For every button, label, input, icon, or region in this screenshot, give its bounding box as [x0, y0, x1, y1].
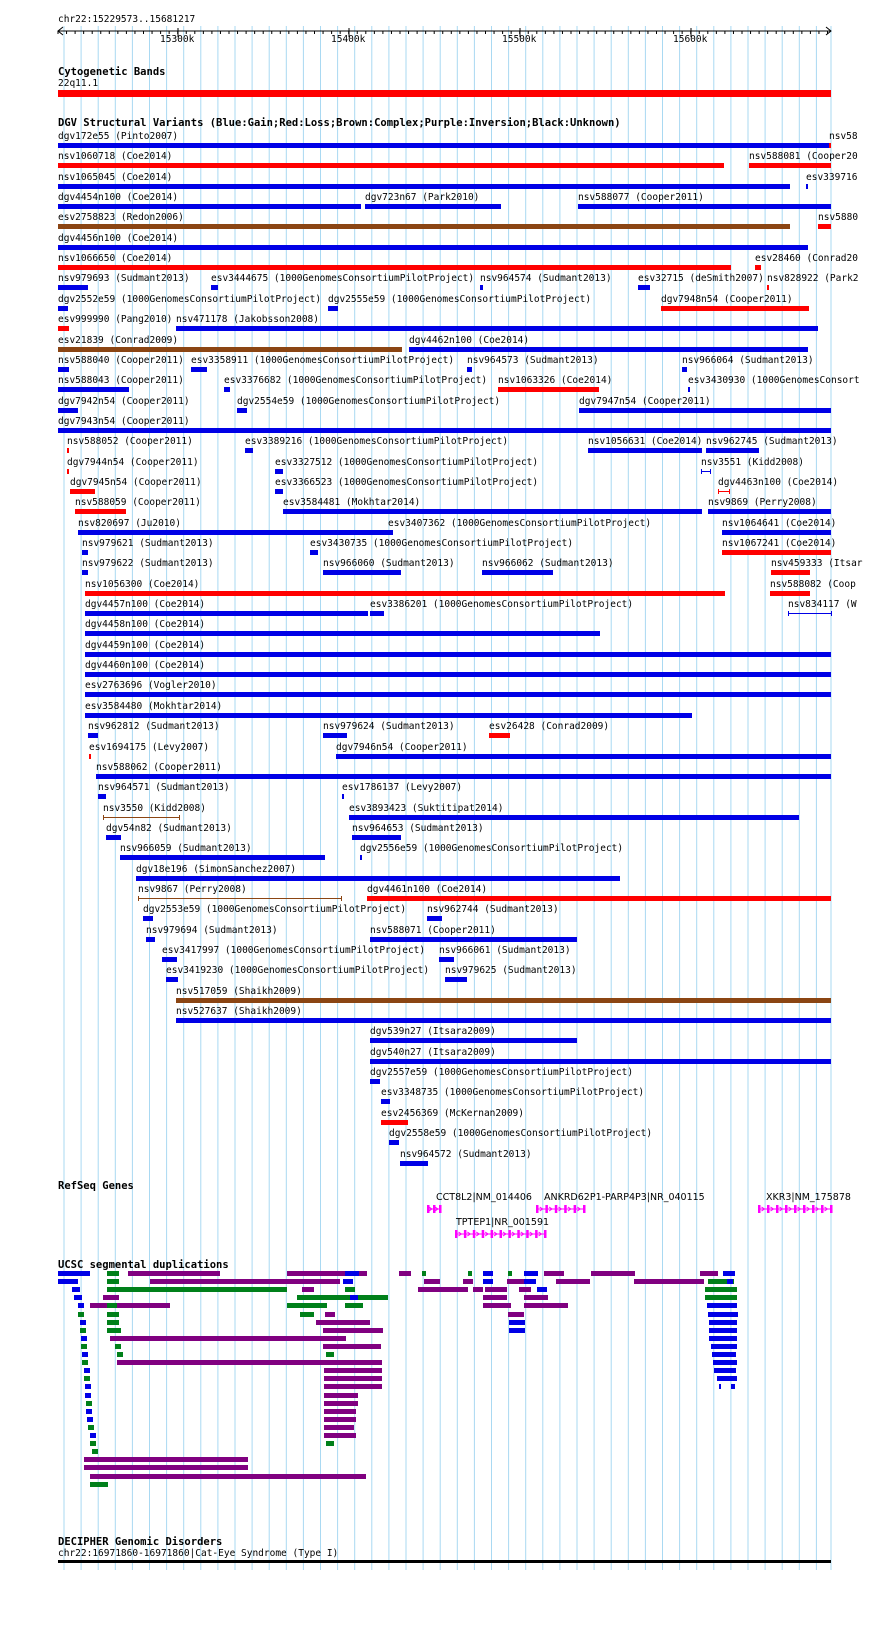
- gene-exon: [583, 1205, 586, 1213]
- dgv-feature-label: dgv2557e59 (1000GenomesConsortiumPilotProject): [370, 1067, 634, 1079]
- segdup-feature[interactable]: [343, 1279, 353, 1284]
- dgv-feature-label: dgv4463n100 (Coe2014): [718, 476, 839, 488]
- segdup-feature[interactable]: [103, 1295, 119, 1300]
- segdup-feature[interactable]: [709, 1320, 737, 1325]
- segdup-feature[interactable]: [85, 1384, 91, 1389]
- gene-exon: [544, 1230, 547, 1238]
- dgv-feature-label: nsv964574 (Sudmant2013): [480, 273, 612, 285]
- segdup-feature[interactable]: [107, 1279, 119, 1284]
- dgv-feature-label: dgv2554e59 (1000GenomesConsortiumPilotProject): [237, 395, 501, 407]
- dgv-feature-label: nsv979625 (Sudmant2013): [445, 965, 577, 977]
- segdup-feature[interactable]: [90, 1482, 108, 1487]
- gene-exon: [473, 1230, 476, 1238]
- refseq-gene-model[interactable]: [427, 1205, 442, 1213]
- segdup-feature[interactable]: [323, 1328, 383, 1333]
- dgv-feature-label: nsv1066650 (Coe2014): [58, 253, 173, 265]
- segdup-feature[interactable]: [483, 1295, 507, 1300]
- gene-exon: [517, 1230, 520, 1238]
- dgv-track-title: DGV Structural Variants (Blue:Gain;Red:Loss;Brown:Complex;Purple:Inversion;Black:Unknown): [58, 117, 621, 129]
- segdup-feature[interactable]: [508, 1312, 524, 1317]
- segdup-feature[interactable]: [92, 1449, 98, 1454]
- gene-exon: [526, 1230, 529, 1238]
- segdup-feature[interactable]: [705, 1287, 737, 1292]
- segdup-feature[interactable]: [714, 1368, 736, 1373]
- dgv-feature-label: esv26428 (Conrad2009): [489, 721, 610, 733]
- refseq-gene-model[interactable]: [455, 1230, 547, 1238]
- dgv-feature-label: esv3348735 (1000GenomesConsortiumPilotProject): [381, 1087, 645, 1099]
- segdup-feature[interactable]: [115, 1344, 121, 1349]
- dgv-feature-label: dgv7942n54 (Cooper2011): [58, 395, 190, 407]
- decipher-feature-label: chr22:16971860-16971860|Cat-Eye Syndrome (Type I): [58, 1548, 339, 1559]
- segdup-feature[interactable]: [324, 1368, 382, 1373]
- gene-exon: [812, 1205, 815, 1213]
- ruler-tick-15400k: 15400k: [331, 34, 366, 45]
- segdup-feature[interactable]: [708, 1312, 738, 1317]
- segdup-feature[interactable]: [556, 1279, 590, 1284]
- dgv-feature-label: esv3389216 (1000GenomesConsortiumPilotProject): [245, 436, 509, 448]
- gene-exon: [464, 1230, 467, 1238]
- segdup-feature[interactable]: [483, 1279, 493, 1284]
- dgv-feature-label: dgv2556e59 (1000GenomesConsortiumPilotProject): [360, 843, 624, 855]
- dgv-feature-label: nsv966061 (Sudmant2013): [439, 945, 571, 956]
- segdup-feature[interactable]: [324, 1336, 336, 1341]
- dgv-feature-label: nsv1063326 (Coe2014): [498, 375, 613, 387]
- segdup-feature[interactable]: [509, 1320, 525, 1325]
- dgv-feature-label: dgv4459n100 (Coe2014): [85, 639, 206, 651]
- gene-exon: [455, 1230, 458, 1238]
- dgv-feature-label: dgv4462n100 (Coe2014): [409, 334, 530, 346]
- segdup-feature[interactable]: [287, 1303, 327, 1308]
- dgv-feature-label: esv3327512 (1000GenomesConsortiumPilotProject): [275, 456, 539, 468]
- dgv-feature-label: nsv588071 (Cooper2011): [370, 924, 496, 936]
- segdup-feature[interactable]: [537, 1287, 547, 1292]
- segdup-feature[interactable]: [323, 1344, 381, 1349]
- segdup-feature[interactable]: [424, 1279, 440, 1284]
- gene-exon: [482, 1230, 485, 1238]
- segdup-feature[interactable]: [705, 1295, 737, 1300]
- dgv-feature-label: dgv2558e59 (1000GenomesConsortiumPilotProject): [389, 1128, 653, 1140]
- dgv-feature-label: esv3584480 (Mokhtar2014): [85, 700, 223, 712]
- segdup-feature[interactable]: [128, 1271, 220, 1276]
- segdup-feature[interactable]: [483, 1303, 511, 1308]
- dgv-feature-label: esv1694175 (Levy2007): [89, 741, 210, 753]
- segdup-feature[interactable]: [524, 1271, 538, 1276]
- segdup-feature[interactable]: [84, 1457, 248, 1462]
- gene-exon: [427, 1205, 430, 1213]
- dgv-feature-label: dgv7947n54 (Cooper2011): [579, 395, 711, 407]
- dgv-feature-label: dgv2555e59 (1000GenomesConsortiumPilotProject): [328, 293, 592, 305]
- dgv-feature-label: dgv4461n100 (Coe2014): [367, 883, 488, 895]
- segdup-feature[interactable]: [634, 1279, 704, 1284]
- segdup-feature[interactable]: [78, 1303, 84, 1308]
- gene-exon: [500, 1230, 503, 1238]
- gene-exon: [767, 1205, 770, 1213]
- segdup-feature[interactable]: [74, 1295, 82, 1300]
- segdup-feature[interactable]: [509, 1328, 525, 1333]
- dgv-feature-label: nsv588043 (Cooper2011): [58, 375, 184, 387]
- segdup-feature[interactable]: [508, 1271, 512, 1276]
- refseq-gene-label: CCT8L2|NM_014406: [436, 1192, 532, 1203]
- segdup-feature[interactable]: [399, 1271, 411, 1276]
- segdup-feature[interactable]: [711, 1344, 737, 1349]
- segdup-feature[interactable]: [473, 1287, 483, 1292]
- dgv-feature-label: dgv4454n100 (Coe2014): [58, 192, 179, 204]
- segdup-feature[interactable]: [58, 1279, 78, 1284]
- gene-exon: [821, 1205, 824, 1213]
- gene-exon: [776, 1205, 779, 1213]
- dgv-feature-label: esv3407362 (1000GenomesConsortiumPilotProject): [388, 517, 652, 529]
- dgv-feature-label: nsv588062 (Cooper2011): [96, 761, 222, 773]
- dgv-feature-label: dgv4456n100 (Coe2014): [58, 232, 179, 244]
- dgv-feature-label: nsv979694 (Sudmant2013): [146, 924, 278, 936]
- dgv-feature-label: dgv18e196 (SimonSanchez2007): [136, 863, 297, 875]
- gene-exon: [491, 1230, 494, 1238]
- dgv-feature-label: dgv2553e59 (1000GenomesConsortiumPilotProject): [143, 904, 407, 916]
- ruler-position-label: chr22:15229573..15681217: [58, 14, 196, 25]
- gene-exon: [535, 1230, 538, 1238]
- dgv-feature-label: dgv4457n100 (Coe2014): [85, 599, 206, 611]
- gene-exon: [794, 1205, 797, 1213]
- dgv-feature-label: nsv588077 (Cooper2011): [578, 192, 704, 204]
- refseq-gene-model[interactable]: [758, 1205, 833, 1213]
- segdup-feature[interactable]: [712, 1352, 736, 1357]
- dgv-feature-label: nsv3550 (Kidd2008): [103, 802, 206, 814]
- segdup-feature[interactable]: [302, 1287, 314, 1292]
- dgv-feature-label: nsv1064641 (Coe2014): [722, 517, 837, 529]
- ruler-tick-15500k: 15500k: [502, 34, 537, 45]
- segdup-feature[interactable]: [84, 1368, 90, 1373]
- segdup-track-title: UCSC segmental duplications: [58, 1259, 229, 1271]
- dgv-feature-label: nsv471178 (Jakobsson2008): [176, 314, 319, 326]
- gene-exon: [574, 1205, 577, 1213]
- segdup-feature[interactable]: [325, 1312, 335, 1317]
- segdup-feature[interactable]: [90, 1474, 366, 1479]
- refseq-track-title: RefSeq Genes: [58, 1180, 134, 1192]
- dgv-feature-label: esv3376682 (1000GenomesConsortiumPilotProject): [224, 375, 488, 387]
- segdup-feature[interactable]: [150, 1279, 340, 1284]
- dgv-feature-label: esv3386201 (1000GenomesConsortiumPilotProject): [370, 599, 634, 611]
- dgv-feature-label: nsv966059 (Sudmant2013): [120, 843, 252, 855]
- dgv-feature-label: nsv962745 (Sudmant2013): [706, 436, 838, 448]
- segdup-feature[interactable]: [324, 1425, 354, 1430]
- segdup-feature[interactable]: [336, 1336, 346, 1341]
- gene-exon: [508, 1230, 511, 1238]
- gene-exon: [785, 1205, 788, 1213]
- dgv-feature-label: nsv588040 (Cooper2011): [58, 354, 184, 366]
- segdup-feature[interactable]: [719, 1384, 721, 1389]
- gene-exon: [803, 1205, 806, 1213]
- gene-exon: [439, 1205, 442, 1213]
- segdup-feature[interactable]: [88, 1425, 94, 1430]
- dgv-feature-label: nsv5880: [818, 212, 859, 224]
- dgv-feature-label: nsv9869 (Perry2008): [708, 497, 817, 509]
- dgv-feature-label: nsv1056631 (Coe2014): [588, 436, 703, 448]
- segdup-feature[interactable]: [90, 1433, 96, 1438]
- refseq-gene-label: XKR3|NM_175878: [766, 1192, 851, 1203]
- dgv-feature-label: nsv979693 (Sudmant2013): [58, 273, 190, 285]
- segdup-feature[interactable]: [324, 1393, 358, 1398]
- refseq-gene-model[interactable]: [536, 1205, 586, 1213]
- dgv-feature-label: nsv459333 (Itsar: [771, 558, 863, 570]
- dgv-feature-label: nsv964653 (Sudmant2013): [352, 822, 484, 834]
- dgv-feature-label: nsv588059 (Cooper2011): [75, 497, 201, 509]
- dgv-feature-label: dgv4460n100 (Coe2014): [85, 660, 206, 672]
- segdup-feature[interactable]: [85, 1393, 91, 1398]
- segdup-feature[interactable]: [80, 1320, 86, 1325]
- segdup-feature[interactable]: [707, 1303, 737, 1308]
- segdup-feature[interactable]: [82, 1360, 88, 1365]
- dgv-feature-label: nsv517059 (Shaikh2009): [176, 985, 302, 997]
- dgv-feature-label: nsv966060 (Sudmant2013): [323, 558, 455, 570]
- segdup-feature[interactable]: [316, 1320, 360, 1325]
- segdup-feature[interactable]: [723, 1271, 735, 1276]
- segdup-feature[interactable]: [360, 1320, 370, 1325]
- dgv-feature-label: nsv962744 (Sudmant2013): [427, 904, 559, 916]
- dgv-feature-label: nsv820697 (Ju2010): [78, 517, 181, 529]
- segdup-feature[interactable]: [727, 1279, 733, 1284]
- dgv-feature-label: esv2758823 (Redon2006): [58, 212, 184, 224]
- segdup-feature[interactable]: [519, 1287, 531, 1292]
- segdup-feature[interactable]: [485, 1287, 507, 1292]
- segdup-feature[interactable]: [78, 1312, 84, 1317]
- segdup-feature[interactable]: [483, 1271, 493, 1276]
- dgv-feature-label: nsv834117 (W: [788, 599, 857, 611]
- segdup-feature[interactable]: [345, 1303, 363, 1308]
- dgv-feature-label: nsv1067241 (Coe2014): [722, 538, 837, 549]
- segdup-feature[interactable]: [700, 1271, 718, 1276]
- segdup-feature[interactable]: [80, 1328, 86, 1333]
- segdup-feature[interactable]: [713, 1360, 737, 1365]
- dgv-feature-label: esv2456369 (McKernan2009): [381, 1107, 524, 1119]
- dgv-feature-label: dgv7943n54 (Cooper2011): [58, 415, 190, 427]
- dgv-feature-label: nsv962812 (Sudmant2013): [88, 721, 220, 733]
- segdup-feature[interactable]: [350, 1295, 358, 1300]
- dgv-feature-label: dgv54n82 (Sudmant2013): [106, 822, 232, 834]
- segdup-feature[interactable]: [107, 1303, 117, 1308]
- gene-exon: [564, 1205, 567, 1213]
- gene-exon: [545, 1205, 548, 1213]
- dgv-feature-label: dgv7944n54 (Cooper2011): [67, 456, 199, 468]
- dgv-feature-label: esv1786137 (Levy2007): [342, 782, 463, 794]
- dgv-feature-label: esv3417997 (1000GenomesConsortiumPilotProject): [162, 945, 426, 956]
- dgv-feature-label: nsv964573 (Sudmant2013): [467, 354, 599, 366]
- dgv-feature-label: nsv966064 (Sudmant2013): [682, 354, 814, 366]
- dgv-feature-label: esv3358911 (1000GenomesConsortiumPilotProject): [191, 354, 455, 366]
- segdup-feature[interactable]: [324, 1384, 382, 1389]
- dgv-feature-label: esv3584481 (Mokhtar2014): [283, 497, 421, 509]
- cytoband-track-title: Cytogenetic Bands: [58, 66, 166, 78]
- segdup-feature[interactable]: [324, 1360, 382, 1365]
- segdup-feature[interactable]: [326, 1441, 334, 1446]
- segdup-feature[interactable]: [86, 1401, 92, 1406]
- segdup-feature[interactable]: [731, 1384, 735, 1389]
- segdup-feature[interactable]: [107, 1271, 119, 1276]
- segdup-feature[interactable]: [345, 1271, 359, 1276]
- dgv-feature-label: nsv979621 (Sudmant2013): [82, 538, 214, 549]
- dgv-feature-label: esv3444675 (1000GenomesConsortiumPilotProject): [211, 273, 475, 285]
- segdup-feature[interactable]: [81, 1336, 87, 1341]
- segdup-feature[interactable]: [324, 1376, 382, 1381]
- dgv-feature-label: esv3419230 (1000GenomesConsortiumPilotProject): [166, 965, 430, 977]
- segdup-feature[interactable]: [107, 1287, 287, 1292]
- dgv-feature-label: nsv588081 (Cooper20: [749, 151, 858, 163]
- segdup-feature[interactable]: [90, 1441, 96, 1446]
- dgv-feature-label: nsv964571 (Sudmant2013): [98, 782, 230, 794]
- segdup-feature[interactable]: [86, 1409, 92, 1414]
- segdup-feature[interactable]: [717, 1376, 737, 1381]
- segdup-feature[interactable]: [84, 1376, 90, 1381]
- segdup-feature[interactable]: [58, 1271, 90, 1276]
- ruler-tick-15300k: 15300k: [160, 34, 195, 45]
- segdup-feature[interactable]: [507, 1279, 525, 1284]
- segdup-feature[interactable]: [84, 1465, 248, 1470]
- segdup-feature[interactable]: [324, 1433, 356, 1438]
- segdup-feature[interactable]: [591, 1271, 635, 1276]
- segdup-feature[interactable]: [300, 1312, 314, 1317]
- dgv-feature-label: dgv540n27 (Itsara2009): [370, 1046, 496, 1058]
- segdup-feature[interactable]: [524, 1279, 536, 1284]
- dgv-feature-label: dgv172e55 (Pinto2007): [58, 131, 179, 142]
- dgv-feature-label: esv3430735 (1000GenomesConsortiumPilotProject): [310, 538, 574, 549]
- dgv-feature-label: nsv828922 (Park2: [767, 273, 859, 285]
- dgv-feature-label: nsv979624 (Sudmant2013): [323, 721, 455, 733]
- segdup-feature[interactable]: [422, 1271, 426, 1276]
- decipher-track-title: DECIPHER Genomic Disorders: [58, 1536, 223, 1548]
- dgv-feature-label: dgv723n67 (Park2010): [365, 192, 480, 204]
- cytoband-label: 22q11.1: [58, 78, 99, 89]
- segdup-feature[interactable]: [107, 1320, 119, 1325]
- dgv-feature-label: nsv588052 (Cooper2011): [67, 436, 193, 448]
- segdup-feature[interactable]: [90, 1303, 170, 1308]
- dgv-feature-label: nsv9867 (Perry2008): [138, 883, 247, 895]
- segdup-feature[interactable]: [87, 1417, 93, 1422]
- dgv-feature-label: esv3893423 (Suktitipat2014): [349, 802, 504, 814]
- gene-exon: [758, 1205, 761, 1213]
- refseq-gene-label: TPTEP1|NR_001591: [456, 1217, 550, 1228]
- segdup-feature[interactable]: [324, 1409, 356, 1414]
- dgv-feature-label: dgv7948n54 (Cooper2011): [661, 293, 793, 305]
- dgv-feature-label: esv999990 (Pang2010): [58, 314, 173, 326]
- segdup-feature[interactable]: [324, 1401, 358, 1406]
- dgv-feature-label: esv339716: [806, 171, 858, 183]
- dgv-feature-label: esv2763696 (Vogler2010): [85, 680, 217, 692]
- segdup-feature[interactable]: [81, 1344, 87, 1349]
- segdup-feature[interactable]: [107, 1312, 119, 1317]
- gene-exon: [433, 1205, 436, 1213]
- dgv-feature-label: nsv964572 (Sudmant2013): [400, 1148, 532, 1160]
- dgv-feature-label: esv3366523 (1000GenomesConsortiumPilotProject): [275, 476, 539, 488]
- decipher-feature-cat-eye-syndrome[interactable]: [58, 1560, 831, 1563]
- dgv-feature-label: esv3430930 (1000GenomesConsort: [688, 375, 860, 387]
- dgv-feature-label: esv21839 (Conrad2009): [58, 334, 179, 346]
- segdup-feature[interactable]: [524, 1295, 548, 1300]
- dgv-feature-label: dgv7946n54 (Cooper2011): [336, 741, 468, 753]
- segdup-feature[interactable]: [418, 1287, 468, 1292]
- gene-exon: [536, 1205, 539, 1213]
- dgv-feature-label: nsv979622 (Sudmant2013): [82, 558, 214, 570]
- segdup-feature[interactable]: [544, 1271, 564, 1276]
- segdup-feature[interactable]: [468, 1271, 472, 1276]
- segdup-feature[interactable]: [324, 1417, 356, 1422]
- dgv-feature-label: dgv4458n100 (Coe2014): [85, 619, 206, 631]
- dgv-feature-label: nsv588082 (Coop: [770, 578, 856, 590]
- dgv-feature-label: nsv1065045 (Coe2014): [58, 171, 173, 183]
- ruler-tick-15600k: 15600k: [673, 34, 708, 45]
- segdup-feature[interactable]: [709, 1328, 737, 1333]
- segdup-feature[interactable]: [463, 1279, 473, 1284]
- segdup-feature[interactable]: [72, 1287, 80, 1292]
- segdup-feature[interactable]: [110, 1336, 330, 1341]
- gene-exon: [555, 1205, 558, 1213]
- dgv-feature-label: esv28460 (Conrad20: [755, 253, 858, 265]
- segdup-feature[interactable]: [345, 1287, 355, 1292]
- dgv-feature-label: esv32715 (deSmith2007): [638, 273, 764, 285]
- dgv-feature-label: nsv58: [829, 131, 858, 142]
- dgv-feature-label: nsv527637 (Shaikh2009): [176, 1006, 302, 1018]
- segdup-feature[interactable]: [117, 1352, 123, 1357]
- dgv-feature-label: dgv539n27 (Itsara2009): [370, 1026, 496, 1038]
- dgv-feature-label: nsv3551 (Kidd2008): [701, 456, 804, 468]
- segdup-feature[interactable]: [326, 1352, 334, 1357]
- dgv-feature-label: dgv7945n54 (Cooper2011): [70, 476, 202, 488]
- dgv-feature-label: nsv966062 (Sudmant2013): [482, 558, 614, 570]
- dgv-feature-label: nsv1060718 (Coe2014): [58, 151, 173, 163]
- dgv-feature-label: nsv1056300 (Coe2014): [85, 578, 200, 590]
- segdup-feature[interactable]: [709, 1336, 737, 1341]
- gene-exon: [830, 1205, 833, 1213]
- refseq-gene-label: ANKRD62P1-PARP4P3|NR_040115: [544, 1192, 705, 1203]
- segdup-feature[interactable]: [82, 1352, 88, 1357]
- segdup-feature[interactable]: [524, 1303, 568, 1308]
- segdup-feature[interactable]: [107, 1328, 121, 1333]
- dgv-feature-label: dgv2552e59 (1000GenomesConsortiumPilotProject): [58, 293, 322, 305]
